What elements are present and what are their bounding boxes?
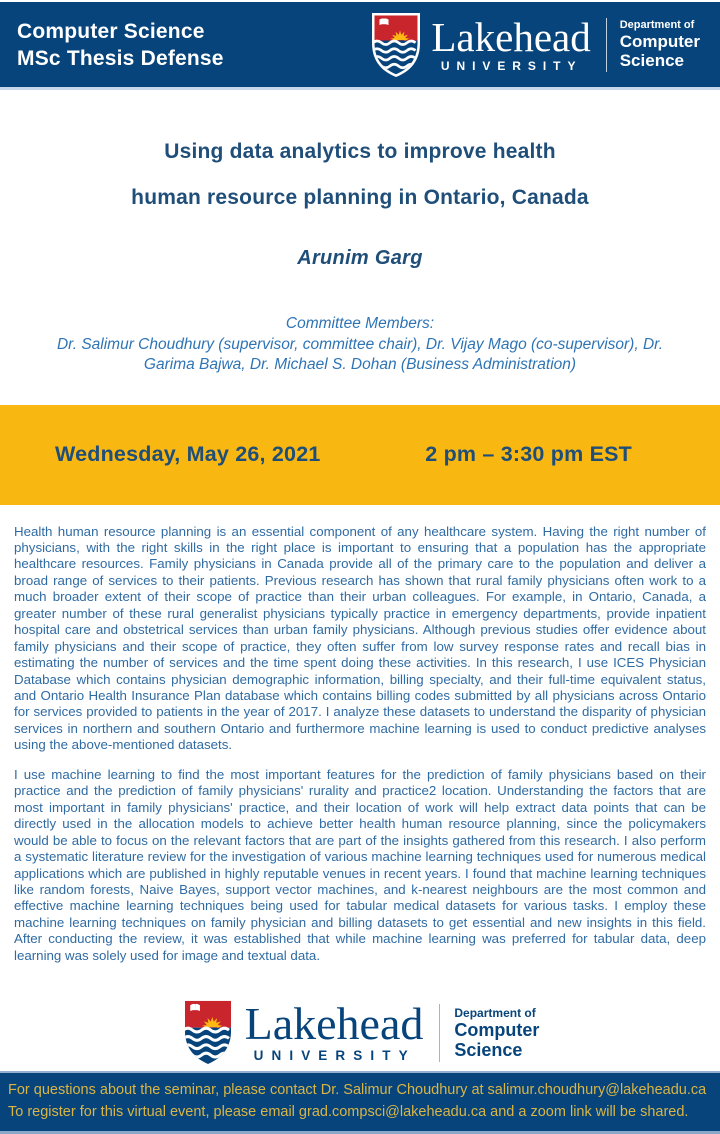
university-label: UNIVERSITY [440, 58, 583, 73]
seminar-title-line2: human resource planning in Ontario, Canada [131, 186, 589, 209]
abstract-paragraph-2: I use machine learning to find the most important features for the prediction of family physicians based on their practice and the prediction of family physicians' rurality and practice2 location. Understanding the factors that are most important in family physicians' practice, and their location of work will help extract data points that can be directly used in the allocation models to achieve better health human resource planning, since the policymakers would be able to focus on the relevant factors that are part of the insights gathered from this research. I also perform a systematic literature review for the investigation of various machine learning techniques used for numerous medical applications which are published in highly reputable venues in recent years. I found that machine learning techniques like random forests, Naive Bayes, support vector machines, and k-nearest neighbours are the most common and effective machine learning techniques being used for tabular medical datasets for various tasks. I employ these machine learning techniques on family physician and billing datasets to get essential and new insights in this field. After conducting the review, it was established that while machine learning was preferred for tabular data, deep learning was solely used for image and textual data. [14, 766, 706, 963]
lakehead-shield-icon [371, 12, 421, 78]
logo-divider [606, 18, 607, 72]
footer-register-line: To register for this virtual event, please email grad.compsci@lakeheadu.ca and a zoom link will be shared. [8, 1103, 689, 1120]
department-block [454, 1006, 539, 1060]
seminar-title-line1: Using data analytics to improve health [164, 140, 556, 163]
department-of-label: Department of [454, 1005, 536, 1020]
event-type-line2: MSc Thesis Defense [17, 46, 224, 70]
date-banner [0, 405, 720, 505]
department-name-line2: Science [454, 1039, 523, 1060]
department-name-line2: Science [619, 51, 684, 70]
lakehead-logo-footer [0, 997, 720, 1068]
seminar-date: Wednesday, May 26, 2021 [55, 442, 321, 466]
committee-section [0, 314, 720, 376]
event-type [17, 18, 224, 72]
lakehead-wordmark: Lakehead [431, 13, 591, 60]
speaker-name: Arunim Garg [297, 247, 423, 269]
book-icon [380, 18, 389, 25]
footer-bar [0, 1071, 720, 1134]
seminar-time: 2 pm – 3:30 pm EST [425, 442, 632, 466]
logo-divider [439, 1004, 440, 1062]
event-type-line1: Computer Science [17, 19, 205, 43]
header-bar [0, 0, 720, 90]
department-block [620, 19, 700, 70]
lakehead-shield-icon [181, 997, 235, 1068]
committee-members: Dr. Salimur Choudhury (supervisor, committee chair), Dr. Vijay Mago (co-supervisor), Dr. Garima Bajwa, Dr. Michael S. Dohan (Business Administration) [56, 335, 664, 373]
department-name-line1: Computer [454, 1019, 540, 1040]
abstract-paragraph-1: Health human resource planning is an essential component of any healthcare system. Having the right number of physicians, with the right skills in the right place is important to ensuring that a population has the appropriate healthcare resources. Family physicians in Canada provide all of the primary care to the population and deliver a broad range of services to their patients. Previous research has shown that rural family physicians often work to a much broader extent of their scope of practice than their urban colleagues. For example, in Ontario, Canada, a greater number of these rural generalist physicians typically practice in emergency departments, provide inpatient hospital care and obstetrical services than urban family physicians. Although previous studies offer evidence about family physicians and their scope of practice, they often suffer from low survey response rates and recall bias in estimating the number of services and the time spent doing these activities. In this research, I use ICES Physician Database which contains physician demographic information, billing specialty, and their full-time equivalent status, and Ontario Health Insurance Plan database which contains billing codes submitted by all physicians across Ontario for services provided to patients in the year of 2017. I analyze these datasets to understand the disparity of physician services in northern and southern Ontario and furthermore machine learning is used to conduct predictive analyses using the above-mentioned datasets. [14, 523, 706, 753]
lakehead-wordmark-block [244, 998, 424, 1064]
footer-contact-line: For questions about the seminar, please contact Dr. Salimur Choudhury at salimur.choudhury@lakeheadu.ca [8, 1082, 707, 1098]
lakehead-logo-header [371, 12, 700, 78]
abstract-section [0, 524, 720, 965]
lakehead-wordmark-block [431, 13, 591, 73]
committee-heading: Committee Members: [285, 315, 435, 332]
lakehead-wordmark: Lakehead [244, 998, 424, 1050]
department-of-label: Department of [619, 19, 695, 31]
department-name-line1: Computer [619, 32, 700, 51]
university-label: UNIVERSITY [253, 1048, 416, 1064]
